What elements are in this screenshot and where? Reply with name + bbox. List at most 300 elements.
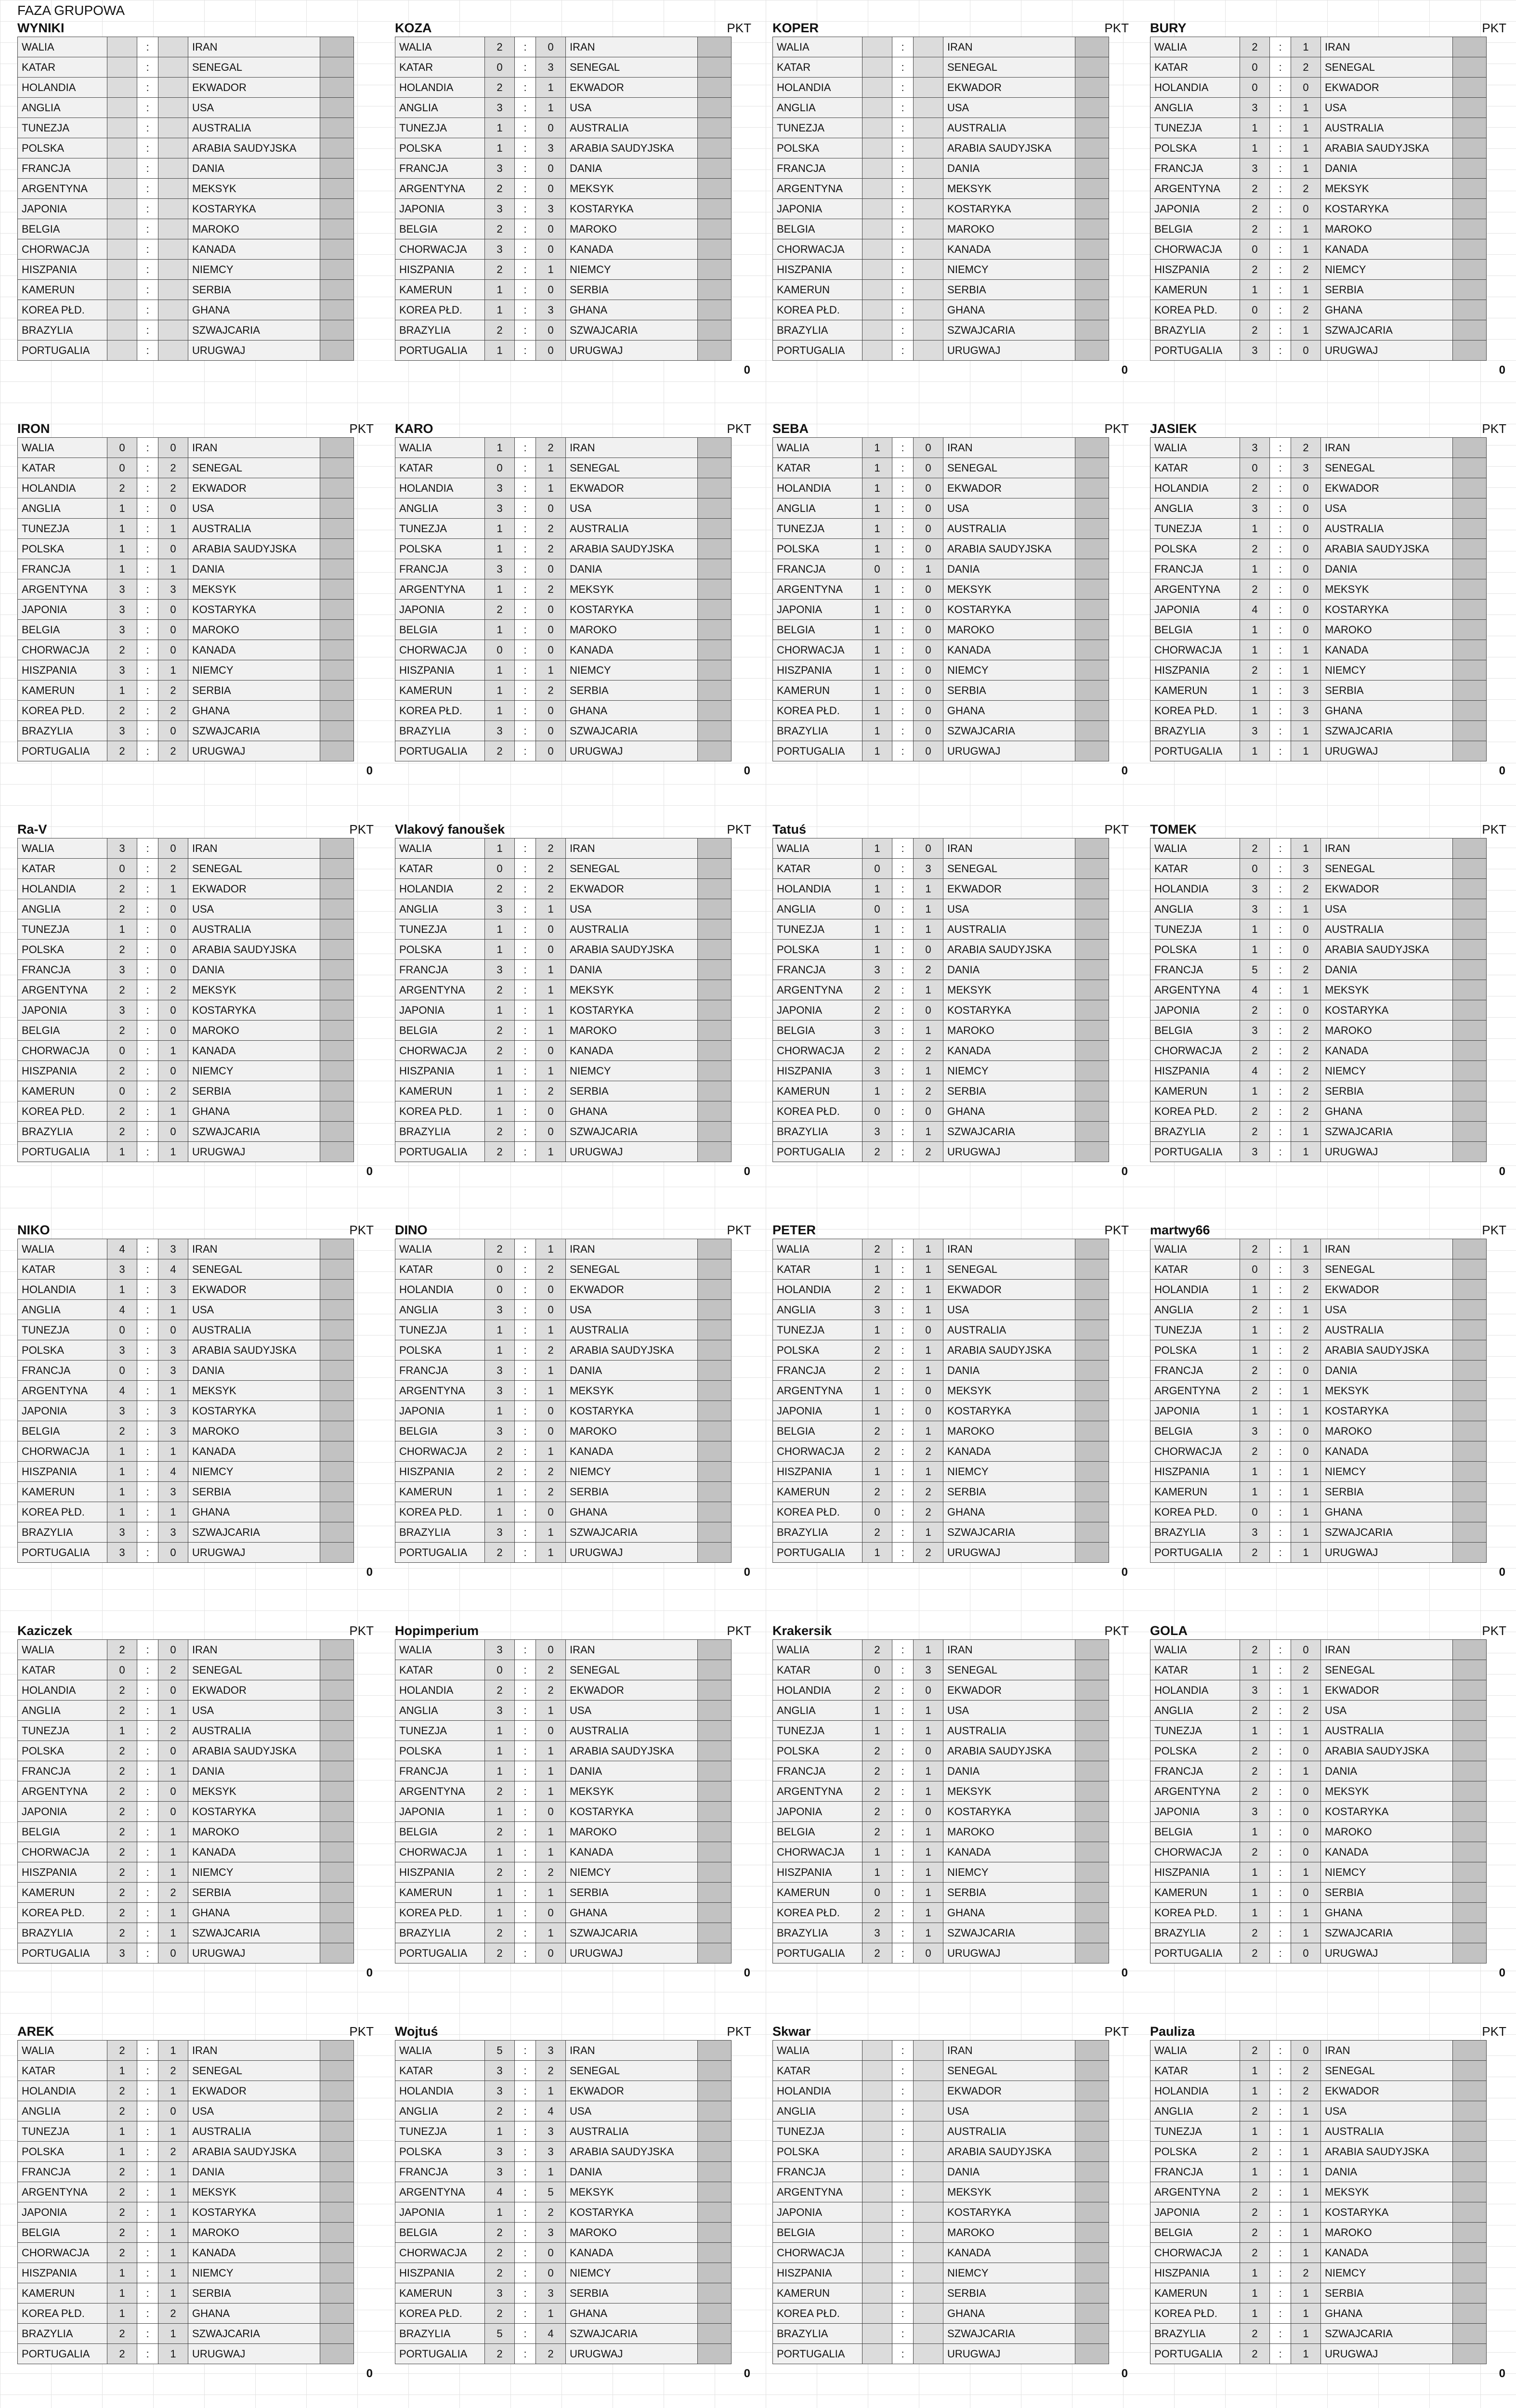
away-score-cell[interactable]: 0 xyxy=(1291,340,1321,361)
away-score-cell[interactable] xyxy=(914,98,943,118)
home-score-cell[interactable]: 1 xyxy=(107,1280,137,1300)
home-score-cell[interactable]: 1 xyxy=(863,721,892,741)
home-score-cell[interactable]: 1 xyxy=(485,1061,515,1081)
home-score-cell[interactable]: 1 xyxy=(485,340,515,361)
home-score-cell[interactable]: 0 xyxy=(485,57,515,78)
away-score-cell[interactable]: 1 xyxy=(1291,1543,1321,1563)
home-score-cell[interactable]: 3 xyxy=(485,1522,515,1543)
away-score-cell[interactable]: 1 xyxy=(158,1441,188,1462)
away-score-cell[interactable]: 2 xyxy=(158,859,188,879)
away-score-cell[interactable]: 3 xyxy=(536,2041,566,2061)
home-score-cell[interactable]: 2 xyxy=(485,1122,515,1142)
home-score-cell[interactable]: 2 xyxy=(1240,2223,1270,2243)
away-score-cell[interactable]: 1 xyxy=(1291,721,1321,741)
home-score-cell[interactable]: 1 xyxy=(485,940,515,960)
away-score-cell[interactable]: 1 xyxy=(158,2182,188,2202)
home-score-cell[interactable]: 3 xyxy=(1240,498,1270,519)
home-score-cell[interactable]: 1 xyxy=(107,1462,137,1482)
home-score-cell[interactable]: 2 xyxy=(1240,1640,1270,1660)
home-score-cell[interactable]: 2 xyxy=(1240,1000,1270,1021)
away-score-cell[interactable]: 2 xyxy=(1291,438,1321,458)
home-score-cell[interactable]: 2 xyxy=(863,1822,892,1842)
away-score-cell[interactable]: 0 xyxy=(158,960,188,980)
home-score-cell[interactable] xyxy=(863,179,892,199)
away-score-cell[interactable]: 1 xyxy=(1291,1680,1321,1701)
home-score-cell[interactable]: 3 xyxy=(107,1943,137,1963)
home-score-cell[interactable]: 1 xyxy=(1240,519,1270,539)
away-score-cell[interactable]: 3 xyxy=(536,2283,566,2303)
home-score-cell[interactable]: 1 xyxy=(485,1502,515,1522)
home-score-cell[interactable]: 1 xyxy=(863,1381,892,1401)
home-score-cell[interactable]: 1 xyxy=(863,838,892,859)
away-score-cell[interactable]: 0 xyxy=(536,1802,566,1822)
away-score-cell[interactable]: 0 xyxy=(158,1781,188,1802)
home-score-cell[interactable]: 0 xyxy=(485,1280,515,1300)
home-score-cell[interactable]: 0 xyxy=(1240,78,1270,98)
home-score-cell[interactable]: 3 xyxy=(485,1361,515,1381)
away-score-cell[interactable] xyxy=(914,2142,943,2162)
away-score-cell[interactable]: 3 xyxy=(158,1482,188,1502)
home-score-cell[interactable]: 3 xyxy=(107,721,137,741)
home-score-cell[interactable]: 1 xyxy=(485,1482,515,1502)
home-score-cell[interactable]: 0 xyxy=(107,859,137,879)
home-score-cell[interactable]: 2 xyxy=(107,1640,137,1660)
home-score-cell[interactable]: 2 xyxy=(107,1101,137,1122)
away-score-cell[interactable]: 1 xyxy=(1291,280,1321,300)
home-score-cell[interactable]: 3 xyxy=(1240,879,1270,899)
home-score-cell[interactable]: 3 xyxy=(107,1000,137,1021)
away-score-cell[interactable]: 0 xyxy=(536,1502,566,1522)
away-score-cell[interactable]: 1 xyxy=(536,78,566,98)
home-score-cell[interactable] xyxy=(863,300,892,320)
home-score-cell[interactable]: 0 xyxy=(863,559,892,579)
home-score-cell[interactable]: 3 xyxy=(107,1401,137,1421)
away-score-cell[interactable]: 2 xyxy=(536,539,566,559)
away-score-cell[interactable]: 0 xyxy=(536,600,566,620)
away-score-cell[interactable]: 1 xyxy=(914,1822,943,1842)
home-score-cell[interactable]: 1 xyxy=(1240,2263,1270,2283)
away-score-cell[interactable]: 0 xyxy=(914,721,943,741)
away-score-cell[interactable]: 2 xyxy=(1291,1340,1321,1361)
home-score-cell[interactable]: 2 xyxy=(1240,179,1270,199)
away-score-cell[interactable]: 1 xyxy=(914,1259,943,1280)
home-score-cell[interactable]: 1 xyxy=(107,559,137,579)
home-score-cell[interactable]: 1 xyxy=(485,701,515,721)
home-score-cell[interactable]: 1 xyxy=(485,1761,515,1781)
home-score-cell[interactable] xyxy=(107,98,137,118)
home-score-cell[interactable]: 3 xyxy=(485,2162,515,2182)
away-score-cell[interactable] xyxy=(914,37,943,57)
away-score-cell[interactable]: 0 xyxy=(536,919,566,940)
home-score-cell[interactable]: 1 xyxy=(863,1701,892,1721)
home-score-cell[interactable]: 2 xyxy=(1240,478,1270,498)
home-score-cell[interactable]: 2 xyxy=(107,1903,137,1923)
home-score-cell[interactable]: 1 xyxy=(863,620,892,640)
home-score-cell[interactable]: 1 xyxy=(863,498,892,519)
away-score-cell[interactable]: 0 xyxy=(1291,1441,1321,1462)
away-score-cell[interactable]: 0 xyxy=(158,1741,188,1761)
home-score-cell[interactable]: 2 xyxy=(863,1943,892,1963)
home-score-cell[interactable] xyxy=(863,2041,892,2061)
away-score-cell[interactable]: 2 xyxy=(914,1081,943,1101)
home-score-cell[interactable] xyxy=(107,78,137,98)
away-score-cell[interactable]: 0 xyxy=(536,1401,566,1421)
home-score-cell[interactable]: 3 xyxy=(485,478,515,498)
home-score-cell[interactable]: 1 xyxy=(107,2263,137,2283)
away-score-cell[interactable]: 1 xyxy=(914,1522,943,1543)
home-score-cell[interactable]: 1 xyxy=(863,660,892,681)
away-score-cell[interactable]: 2 xyxy=(536,1081,566,1101)
away-score-cell[interactable]: 0 xyxy=(158,1021,188,1041)
away-score-cell[interactable]: 2 xyxy=(536,681,566,701)
away-score-cell[interactable]: 0 xyxy=(158,919,188,940)
away-score-cell[interactable] xyxy=(914,199,943,219)
away-score-cell[interactable]: 1 xyxy=(536,960,566,980)
home-score-cell[interactable]: 1 xyxy=(863,458,892,478)
away-score-cell[interactable] xyxy=(158,239,188,260)
away-score-cell[interactable]: 0 xyxy=(158,600,188,620)
home-score-cell[interactable]: 2 xyxy=(1240,2243,1270,2263)
away-score-cell[interactable]: 1 xyxy=(1291,741,1321,761)
home-score-cell[interactable]: 2 xyxy=(1240,2101,1270,2121)
home-score-cell[interactable]: 1 xyxy=(863,579,892,600)
away-score-cell[interactable]: 2 xyxy=(158,458,188,478)
home-score-cell[interactable]: 1 xyxy=(485,681,515,701)
home-score-cell[interactable] xyxy=(107,118,137,138)
home-score-cell[interactable]: 2 xyxy=(1240,1041,1270,1061)
home-score-cell[interactable]: 2 xyxy=(485,741,515,761)
home-score-cell[interactable]: 2 xyxy=(1240,539,1270,559)
home-score-cell[interactable]: 0 xyxy=(107,1081,137,1101)
home-score-cell[interactable]: 2 xyxy=(863,1000,892,1021)
home-score-cell[interactable]: 2 xyxy=(107,478,137,498)
away-score-cell[interactable]: 0 xyxy=(1291,1802,1321,1822)
home-score-cell[interactable]: 4 xyxy=(485,2182,515,2202)
home-score-cell[interactable]: 2 xyxy=(863,1781,892,1802)
away-score-cell[interactable]: 0 xyxy=(536,1122,566,1142)
home-score-cell[interactable]: 3 xyxy=(107,1340,137,1361)
home-score-cell[interactable] xyxy=(107,260,137,280)
away-score-cell[interactable]: 0 xyxy=(158,838,188,859)
home-score-cell[interactable] xyxy=(863,239,892,260)
away-score-cell[interactable] xyxy=(914,300,943,320)
home-score-cell[interactable]: 3 xyxy=(485,1421,515,1441)
away-score-cell[interactable]: 1 xyxy=(1291,98,1321,118)
away-score-cell[interactable]: 0 xyxy=(1291,2041,1321,2061)
home-score-cell[interactable]: 0 xyxy=(107,1041,137,1061)
home-score-cell[interactable]: 0 xyxy=(485,1660,515,1680)
home-score-cell[interactable]: 1 xyxy=(485,1000,515,1021)
away-score-cell[interactable]: 0 xyxy=(536,1903,566,1923)
away-score-cell[interactable]: 0 xyxy=(536,340,566,361)
home-score-cell[interactable]: 3 xyxy=(485,2081,515,2101)
home-score-cell[interactable] xyxy=(107,37,137,57)
home-score-cell[interactable]: 2 xyxy=(107,1883,137,1903)
home-score-cell[interactable]: 2 xyxy=(107,2223,137,2243)
home-score-cell[interactable]: 2 xyxy=(485,2101,515,2121)
home-score-cell[interactable]: 2 xyxy=(107,2202,137,2223)
away-score-cell[interactable]: 2 xyxy=(914,1041,943,1061)
home-score-cell[interactable]: 2 xyxy=(107,1741,137,1761)
away-score-cell[interactable] xyxy=(914,179,943,199)
home-score-cell[interactable]: 1 xyxy=(485,138,515,158)
home-score-cell[interactable]: 2 xyxy=(485,179,515,199)
home-score-cell[interactable]: 1 xyxy=(863,681,892,701)
away-score-cell[interactable]: 1 xyxy=(914,1361,943,1381)
away-score-cell[interactable]: 0 xyxy=(914,640,943,660)
away-score-cell[interactable]: 0 xyxy=(1291,539,1321,559)
home-score-cell[interactable]: 3 xyxy=(485,721,515,741)
home-score-cell[interactable]: 2 xyxy=(107,2081,137,2101)
home-score-cell[interactable]: 1 xyxy=(863,1543,892,1563)
home-score-cell[interactable]: 4 xyxy=(1240,1061,1270,1081)
away-score-cell[interactable]: 2 xyxy=(1291,1320,1321,1340)
away-score-cell[interactable] xyxy=(914,260,943,280)
away-score-cell[interactable]: 0 xyxy=(1291,559,1321,579)
home-score-cell[interactable]: 1 xyxy=(863,1259,892,1280)
home-score-cell[interactable]: 1 xyxy=(1240,640,1270,660)
away-score-cell[interactable] xyxy=(914,2061,943,2081)
away-score-cell[interactable]: 1 xyxy=(914,1021,943,1041)
home-score-cell[interactable]: 2 xyxy=(1240,37,1270,57)
away-score-cell[interactable]: 0 xyxy=(158,1802,188,1822)
away-score-cell[interactable]: 2 xyxy=(536,1660,566,1680)
away-score-cell[interactable]: 0 xyxy=(914,519,943,539)
away-score-cell[interactable] xyxy=(914,320,943,340)
away-score-cell[interactable]: 1 xyxy=(536,1883,566,1903)
away-score-cell[interactable]: 0 xyxy=(536,37,566,57)
away-score-cell[interactable]: 0 xyxy=(1291,1822,1321,1842)
home-score-cell[interactable]: 3 xyxy=(107,579,137,600)
home-score-cell[interactable] xyxy=(863,2324,892,2344)
away-score-cell[interactable]: 1 xyxy=(536,1822,566,1842)
away-score-cell[interactable] xyxy=(158,179,188,199)
away-score-cell[interactable]: 1 xyxy=(158,1903,188,1923)
away-score-cell[interactable]: 0 xyxy=(536,559,566,579)
away-score-cell[interactable]: 0 xyxy=(914,539,943,559)
home-score-cell[interactable]: 3 xyxy=(485,1701,515,1721)
away-score-cell[interactable]: 0 xyxy=(1291,940,1321,960)
away-score-cell[interactable]: 1 xyxy=(158,2202,188,2223)
home-score-cell[interactable]: 1 xyxy=(1240,559,1270,579)
away-score-cell[interactable]: 2 xyxy=(914,1441,943,1462)
away-score-cell[interactable]: 0 xyxy=(536,179,566,199)
home-score-cell[interactable]: 1 xyxy=(107,2061,137,2081)
away-score-cell[interactable]: 1 xyxy=(536,458,566,478)
home-score-cell[interactable] xyxy=(863,2081,892,2101)
home-score-cell[interactable]: 2 xyxy=(107,701,137,721)
away-score-cell[interactable]: 1 xyxy=(914,1903,943,1923)
away-score-cell[interactable]: 2 xyxy=(536,1862,566,1883)
home-score-cell[interactable]: 2 xyxy=(1240,1441,1270,1462)
away-score-cell[interactable]: 0 xyxy=(536,1101,566,1122)
home-score-cell[interactable]: 3 xyxy=(1240,340,1270,361)
home-score-cell[interactable]: 1 xyxy=(107,919,137,940)
home-score-cell[interactable]: 2 xyxy=(485,1239,515,1259)
away-score-cell[interactable]: 1 xyxy=(536,1701,566,1721)
home-score-cell[interactable]: 2 xyxy=(485,1543,515,1563)
home-score-cell[interactable]: 3 xyxy=(485,239,515,260)
away-score-cell[interactable]: 0 xyxy=(158,1680,188,1701)
away-score-cell[interactable]: 0 xyxy=(914,458,943,478)
away-score-cell[interactable]: 1 xyxy=(1291,2243,1321,2263)
away-score-cell[interactable]: 1 xyxy=(158,1041,188,1061)
home-score-cell[interactable] xyxy=(863,199,892,219)
home-score-cell[interactable]: 0 xyxy=(1240,57,1270,78)
away-score-cell[interactable]: 1 xyxy=(158,2223,188,2243)
home-score-cell[interactable]: 2 xyxy=(863,1802,892,1822)
away-score-cell[interactable]: 2 xyxy=(536,838,566,859)
home-score-cell[interactable]: 2 xyxy=(107,2324,137,2344)
home-score-cell[interactable]: 2 xyxy=(863,1640,892,1660)
home-score-cell[interactable]: 1 xyxy=(485,438,515,458)
home-score-cell[interactable]: 2 xyxy=(485,600,515,620)
away-score-cell[interactable]: 1 xyxy=(158,2081,188,2101)
away-score-cell[interactable]: 1 xyxy=(1291,2324,1321,2344)
home-score-cell[interactable]: 1 xyxy=(1240,1280,1270,1300)
home-score-cell[interactable]: 1 xyxy=(485,1741,515,1761)
away-score-cell[interactable]: 0 xyxy=(914,1802,943,1822)
away-score-cell[interactable]: 0 xyxy=(1291,519,1321,539)
away-score-cell[interactable]: 2 xyxy=(536,859,566,879)
away-score-cell[interactable]: 1 xyxy=(1291,1761,1321,1781)
home-score-cell[interactable]: 3 xyxy=(485,1300,515,1320)
away-score-cell[interactable]: 4 xyxy=(158,1259,188,1280)
home-score-cell[interactable]: 1 xyxy=(863,741,892,761)
home-score-cell[interactable]: 2 xyxy=(107,1701,137,1721)
home-score-cell[interactable]: 3 xyxy=(1240,1522,1270,1543)
away-score-cell[interactable]: 2 xyxy=(1291,1701,1321,1721)
home-score-cell[interactable]: 2 xyxy=(485,2303,515,2324)
away-score-cell[interactable]: 2 xyxy=(158,1721,188,1741)
home-score-cell[interactable] xyxy=(107,320,137,340)
away-score-cell[interactable]: 0 xyxy=(914,438,943,458)
away-score-cell[interactable]: 3 xyxy=(536,300,566,320)
home-score-cell[interactable]: 1 xyxy=(1240,1903,1270,1923)
home-score-cell[interactable]: 1 xyxy=(107,539,137,559)
away-score-cell[interactable]: 0 xyxy=(158,1543,188,1563)
away-score-cell[interactable]: 2 xyxy=(536,1462,566,1482)
away-score-cell[interactable]: 0 xyxy=(914,1680,943,1701)
away-score-cell[interactable]: 1 xyxy=(1291,2223,1321,2243)
away-score-cell[interactable] xyxy=(158,158,188,179)
home-score-cell[interactable]: 2 xyxy=(485,1462,515,1482)
home-score-cell[interactable]: 2 xyxy=(863,1741,892,1761)
home-score-cell[interactable]: 3 xyxy=(485,98,515,118)
home-score-cell[interactable]: 3 xyxy=(485,2142,515,2162)
home-score-cell[interactable] xyxy=(863,2162,892,2182)
home-score-cell[interactable] xyxy=(863,2121,892,2142)
home-score-cell[interactable]: 1 xyxy=(1240,1862,1270,1883)
away-score-cell[interactable]: 1 xyxy=(1291,1482,1321,1502)
home-score-cell[interactable]: 1 xyxy=(863,519,892,539)
away-score-cell[interactable]: 1 xyxy=(158,1761,188,1781)
away-score-cell[interactable]: 1 xyxy=(914,559,943,579)
home-score-cell[interactable]: 1 xyxy=(107,1441,137,1462)
home-score-cell[interactable]: 2 xyxy=(485,1781,515,1802)
away-score-cell[interactable]: 0 xyxy=(536,2243,566,2263)
away-score-cell[interactable]: 2 xyxy=(158,2142,188,2162)
home-score-cell[interactable]: 2 xyxy=(1240,1741,1270,1761)
home-score-cell[interactable]: 0 xyxy=(863,899,892,919)
away-score-cell[interactable]: 2 xyxy=(1291,879,1321,899)
away-score-cell[interactable] xyxy=(158,98,188,118)
home-score-cell[interactable]: 2 xyxy=(107,980,137,1000)
home-score-cell[interactable]: 3 xyxy=(863,1300,892,1320)
away-score-cell[interactable]: 1 xyxy=(1291,2283,1321,2303)
home-score-cell[interactable]: 0 xyxy=(485,458,515,478)
away-score-cell[interactable]: 0 xyxy=(1291,1640,1321,1660)
away-score-cell[interactable]: 1 xyxy=(914,1862,943,1883)
home-score-cell[interactable]: 2 xyxy=(107,1781,137,1802)
away-score-cell[interactable]: 1 xyxy=(536,1320,566,1340)
away-score-cell[interactable]: 1 xyxy=(1291,640,1321,660)
away-score-cell[interactable]: 1 xyxy=(536,660,566,681)
home-score-cell[interactable]: 1 xyxy=(1240,1482,1270,1502)
home-score-cell[interactable]: 2 xyxy=(1240,1239,1270,1259)
home-score-cell[interactable]: 1 xyxy=(485,1401,515,1421)
away-score-cell[interactable]: 1 xyxy=(1291,138,1321,158)
home-score-cell[interactable]: 2 xyxy=(863,1340,892,1361)
home-score-cell[interactable]: 1 xyxy=(863,1320,892,1340)
away-score-cell[interactable]: 0 xyxy=(158,2101,188,2121)
away-score-cell[interactable]: 1 xyxy=(158,1822,188,1842)
away-score-cell[interactable]: 1 xyxy=(536,1061,566,1081)
home-score-cell[interactable]: 1 xyxy=(485,1340,515,1361)
home-score-cell[interactable] xyxy=(863,280,892,300)
away-score-cell[interactable]: 0 xyxy=(914,940,943,960)
away-score-cell[interactable]: 1 xyxy=(914,919,943,940)
away-score-cell[interactable]: 1 xyxy=(158,1923,188,1943)
away-score-cell[interactable]: 2 xyxy=(536,579,566,600)
away-score-cell[interactable]: 0 xyxy=(1291,498,1321,519)
away-score-cell[interactable]: 0 xyxy=(536,721,566,741)
home-score-cell[interactable]: 1 xyxy=(485,118,515,138)
away-score-cell[interactable]: 1 xyxy=(914,1923,943,1943)
home-score-cell[interactable]: 1 xyxy=(1240,919,1270,940)
home-score-cell[interactable]: 1 xyxy=(863,1401,892,1421)
away-score-cell[interactable]: 1 xyxy=(1291,1862,1321,1883)
away-score-cell[interactable]: 2 xyxy=(158,2061,188,2081)
home-score-cell[interactable]: 1 xyxy=(863,640,892,660)
away-score-cell[interactable]: 1 xyxy=(1291,899,1321,919)
home-score-cell[interactable]: 1 xyxy=(1240,2162,1270,2182)
home-score-cell[interactable]: 3 xyxy=(1240,438,1270,458)
away-score-cell[interactable] xyxy=(914,138,943,158)
away-score-cell[interactable]: 1 xyxy=(1291,2142,1321,2162)
away-score-cell[interactable]: 2 xyxy=(1291,2263,1321,2283)
home-score-cell[interactable]: 1 xyxy=(1240,940,1270,960)
home-score-cell[interactable]: 1 xyxy=(485,1842,515,1862)
away-score-cell[interactable]: 1 xyxy=(158,2121,188,2142)
away-score-cell[interactable] xyxy=(914,2263,943,2283)
home-score-cell[interactable]: 0 xyxy=(1240,1502,1270,1522)
home-score-cell[interactable] xyxy=(863,158,892,179)
home-score-cell[interactable]: 3 xyxy=(485,899,515,919)
home-score-cell[interactable]: 1 xyxy=(485,539,515,559)
away-score-cell[interactable] xyxy=(158,57,188,78)
home-score-cell[interactable]: 2 xyxy=(485,1680,515,1701)
away-score-cell[interactable]: 1 xyxy=(914,1340,943,1361)
home-score-cell[interactable] xyxy=(107,199,137,219)
away-score-cell[interactable]: 2 xyxy=(1291,1101,1321,1122)
away-score-cell[interactable] xyxy=(158,260,188,280)
away-score-cell[interactable]: 2 xyxy=(536,2344,566,2364)
away-score-cell[interactable]: 2 xyxy=(1291,960,1321,980)
home-score-cell[interactable] xyxy=(107,138,137,158)
away-score-cell[interactable]: 2 xyxy=(1291,260,1321,280)
away-score-cell[interactable]: 0 xyxy=(536,1943,566,1963)
